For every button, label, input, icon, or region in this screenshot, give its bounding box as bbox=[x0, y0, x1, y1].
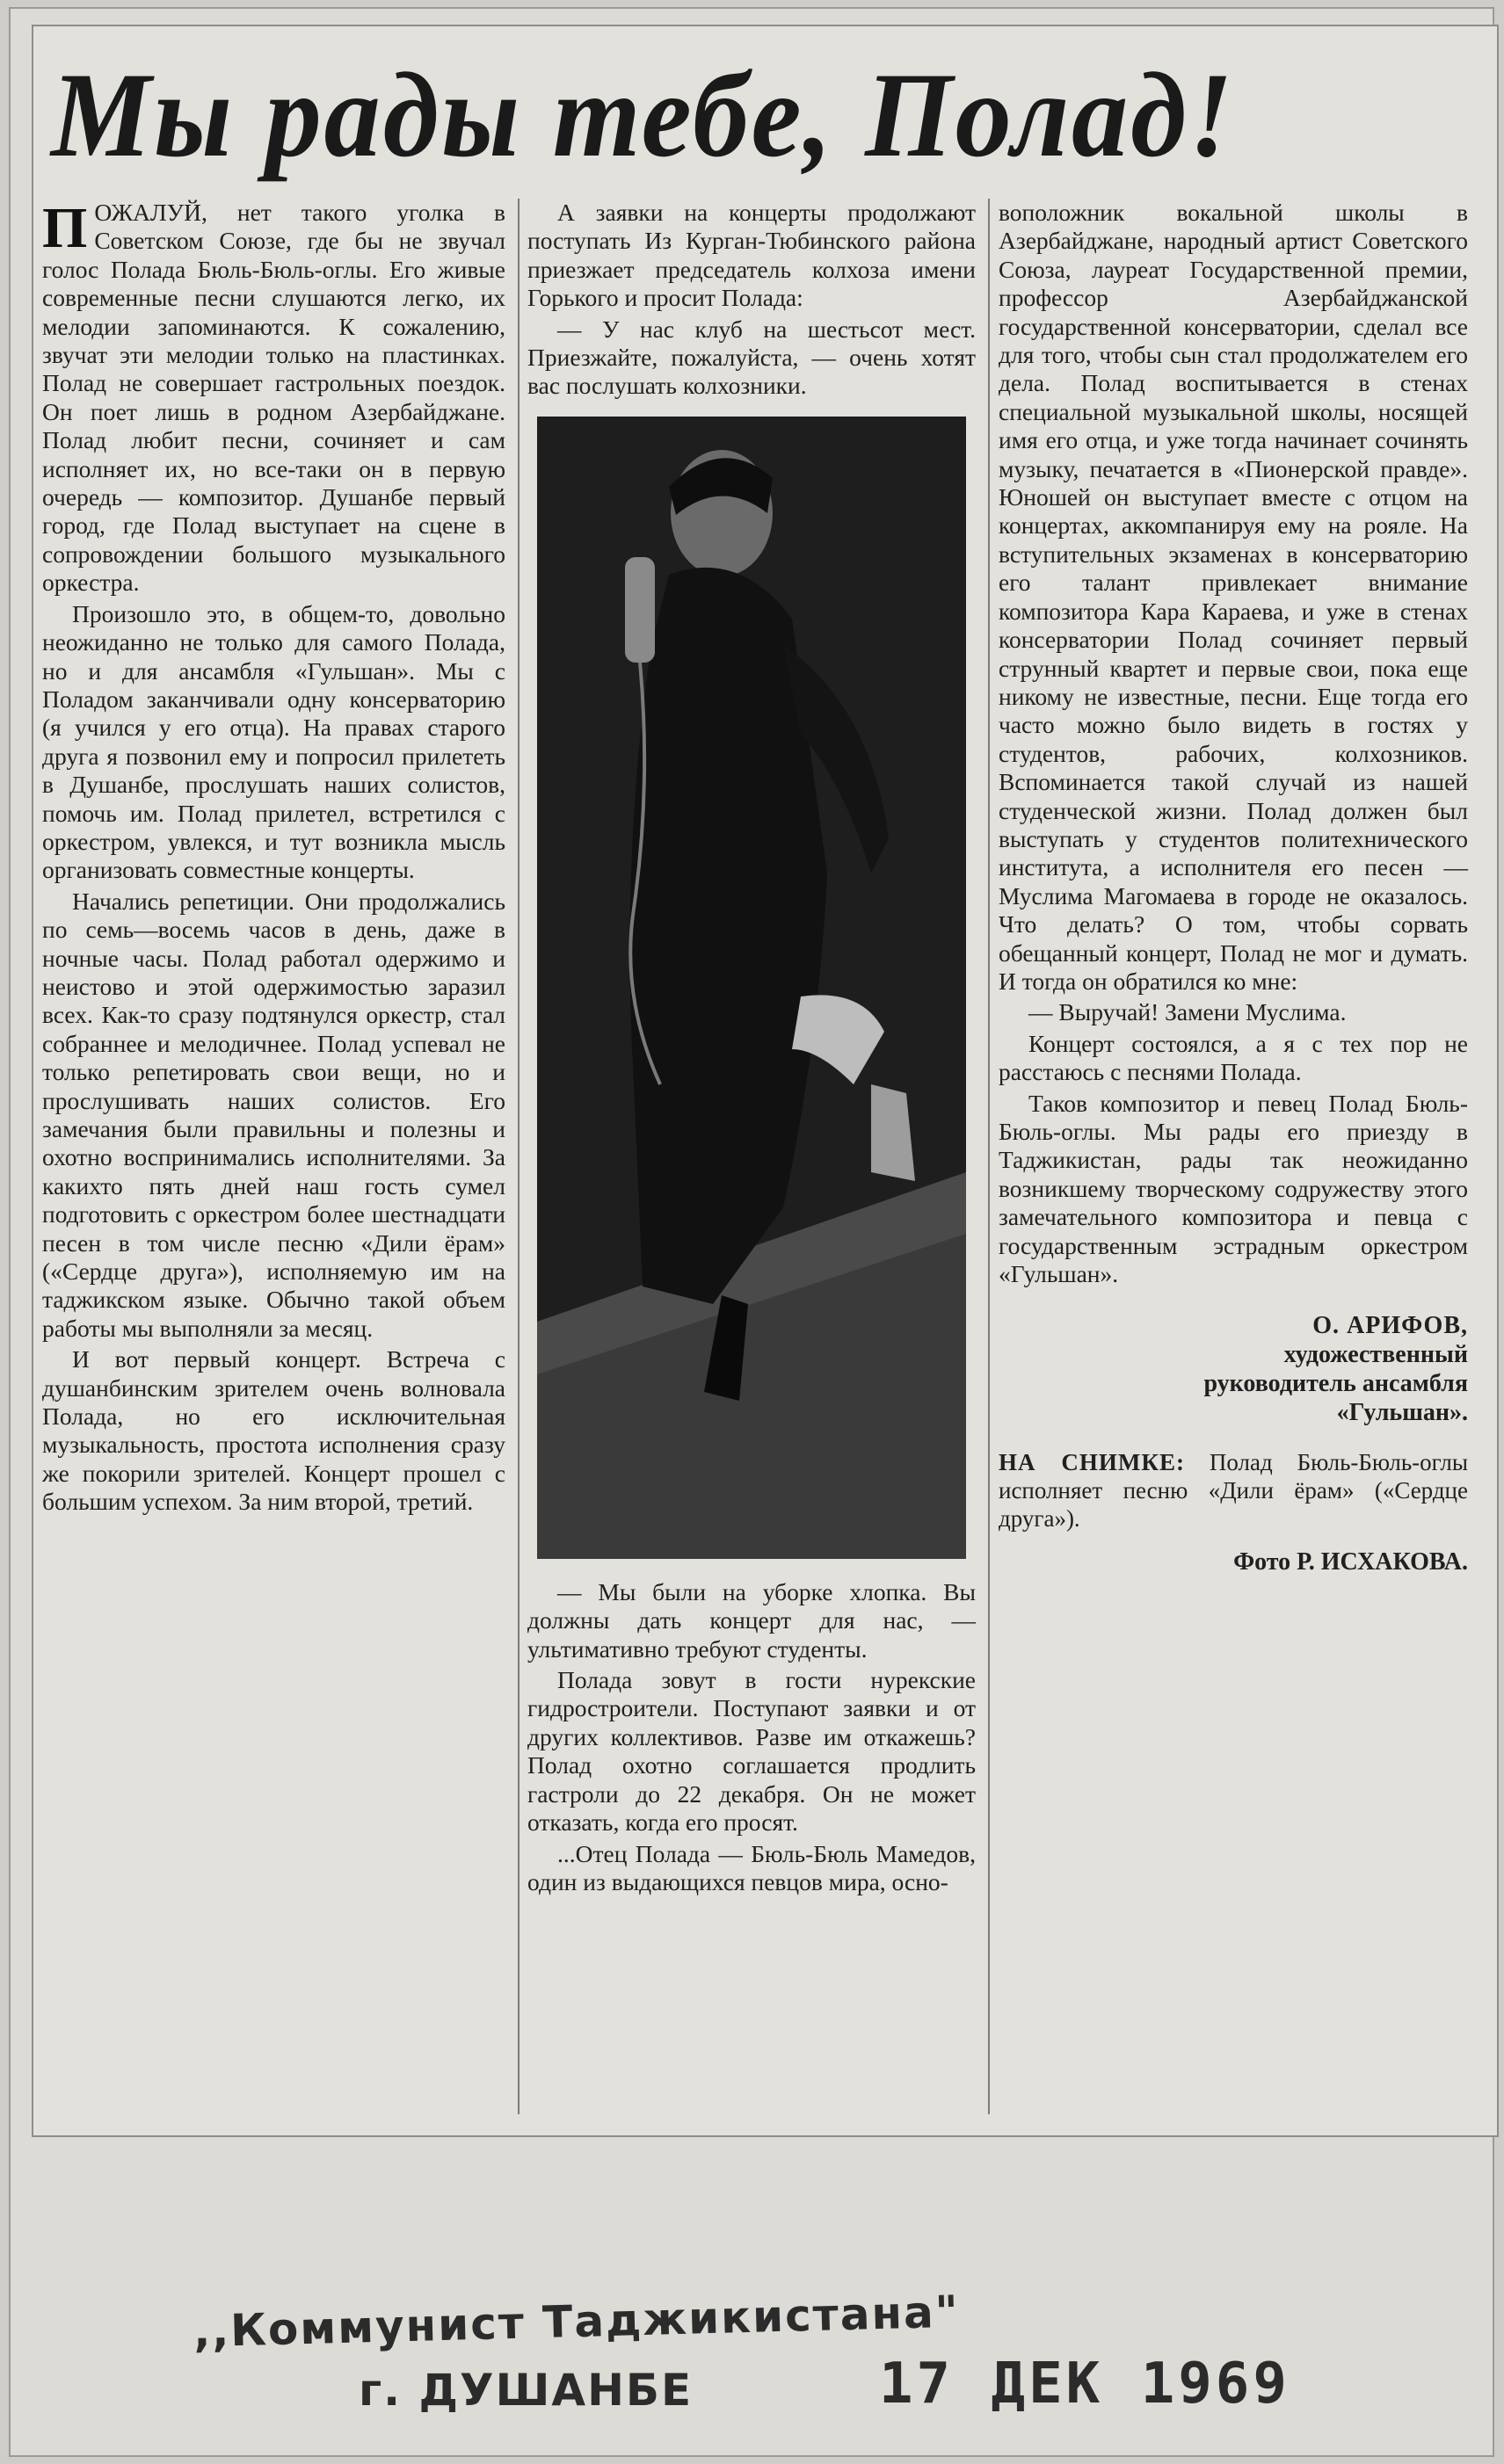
photo-credit: Фото Р. ИСХАКОВА. bbox=[1233, 1548, 1468, 1576]
author-title-3: «Гульшан». bbox=[1336, 1399, 1468, 1427]
paragraph-12: Концерт состоялся, а я с тех пор не расстаюсь с песнями Полада. bbox=[999, 1029, 1468, 1086]
photo-caption bbox=[999, 1448, 1468, 1533]
paragraph-7: — Мы были на уборке хлопка. Вы должны дать концерт для нас, — ультимативно требуют студенты. bbox=[527, 1577, 976, 1663]
paragraph-4: И вот первый концерт. Встреча с душанбинским зрителем очень волновала Полада, но его исключительная музыкальность, простота исполнения сразу же покорили зрителей. Концерт прошел с большим успехом. За ним второй, третий. bbox=[42, 1345, 505, 1516]
newspaper-stamp: ,,Коммунист Таджикистана" bbox=[193, 2286, 961, 2358]
caption-lead: НА СНИМКЕ: bbox=[999, 1449, 1185, 1476]
article-column-1 bbox=[42, 196, 519, 2114]
paragraph-13: Таков композитор и певец Полад Бюль-Бюль-оглы. Мы рады его приезду в Таджикистан, рады так неожиданно возникшему творческому содружеству этого замечательного композитора и певца с государственным эстрадным оркестром «Гульшан». bbox=[999, 1089, 1468, 1288]
caption-text: Полад Бюль-Бюль-оглы исполняет песню «Дили ёрам» («Сердце друга»). bbox=[999, 1449, 1468, 1533]
paragraph-1 bbox=[42, 196, 505, 598]
author-signature bbox=[999, 1311, 1468, 1427]
photo-illustration bbox=[537, 417, 966, 1559]
paragraph-10: воположник вокальной школы в Азербайджане, народный артист Советского Союза, лауреат Государственной премии, профессор Азербайджанской государственной консерватории, сделал все для того, чтобы сын стал продолжателем его дела. Полад воспитывается в стенах специальной музыкальной школы, носящей имя его отца, и уже тогда начинает сочинять музыку, печатается в «Пионерской правде». Юношей он выступает вместе с отцом на концертах, аккомпанируя ему на рояле. На вступительных экзаменах в консерваторию его талант привлекает внимание композитора Кара Караева, и уже в стенах консерватории Полад сочиняет первый струнный квартет и первые свои, пока еще никому не известные, песни. Еще тогда его часто можно было видеть в гостях у студентов, рабочих, колхозников. Вспоминается такой случай из нашей студенческой жизни. Полад должен был выступать у студентов политехнического института, а исполнителя его песен — Муслима Магомаева в городе не оказалось. Что делать? О том, чтобы сорвать обещанный концерт, Полад не мог и думать. И тогда он обратился ко мне: bbox=[999, 199, 1468, 995]
paragraph-6: — У нас клуб на шестьсот мест. Приезжайте, пожалуйста, — очень хотят вас послушать колхозники. bbox=[527, 315, 976, 400]
newspaper-clipping bbox=[32, 25, 1499, 2137]
singer-photo bbox=[537, 417, 966, 1559]
city-stamp: г. ДУШАНБЕ bbox=[359, 2365, 694, 2416]
paragraph-11: — Выручай! Замени Муслима. bbox=[1028, 998, 1347, 1026]
article-column-2 bbox=[527, 199, 990, 2114]
date-stamp: 17 ДЕК 1969 bbox=[879, 2352, 1290, 2417]
scanned-sheet bbox=[9, 7, 1494, 2457]
author-title-2: руководитель ансамбля bbox=[1203, 1370, 1468, 1398]
paragraph-5: А заявки на концерты продолжают поступать Из Курган-Тюбинского района приезжает председатель колхоза имени Горького и просит Полада: bbox=[527, 199, 976, 312]
paragraph-2: Произошло это, в общем-то, довольно неожиданно не только для самого Полада, но и для ансамбля «Гульшан». Мы с Поладом заканчивали одну консерваторию (я учился у его отца). На правах старого друга я позвонил ему и попросил прилететь в Душанбе, прослушать наших солистов, помочь им. Полад прилетел, встретился с оркестром, увлекся, и тут возникла мысль организовать совместные концерты. bbox=[42, 599, 505, 884]
lead-text: ОЖАЛУЙ, нет такого уголка в Советском Союзе, где бы не звучал голос Полада Бюль-Бюль-оглы. Его живые современные песни слушаются легко, их мелодии запоминаются. К сожалению, звучат эти мелодии только на пластинках. Полад не совершает гастрольных поездок. Он поет лишь в родном Азербайджане. Полад любит песни, сочиняет и сам исполняет их, но все-таки он в первую очередь — композитор. Душанбе первый город, где Полад выступает на сцене в сопровождении большого музыкального оркестра. bbox=[42, 199, 505, 597]
paragraph-3: Начались репетиции. Они продолжались по семь—восемь часов в день, даже в ночные часы. Полад работал одержимо и неистово и этой одержимостью заразил всех. Как-то сразу подтянулся оркестр, стал собраннее и мелодичнее. Полад успевал не только репетировать свои вещи, но и прослушивать наших солистов. Его замечания были правильны и полезны и охотно воспринимались исполнителями. За какихто пять дней наш гость сумел подготовить с оркестром более шестнадцати песен в том числе песню «Дили ёрам» («Сердце друга»), исполняемую им на таджикском языке. Обычно такой объем работы мы выполняли за месяц. bbox=[42, 887, 505, 1342]
author-name: О. АРИФОВ, bbox=[1312, 1312, 1468, 1340]
paragraph-8: Полада зовут в гости нурекские гидростроители. Поступают заявки и от других коллективов. Разве им откажешь? Полад охотно соглашается продлить гастроли до 22 декабря. Он не может отказать, когда его просят. bbox=[527, 1666, 976, 1837]
author-title-1: художественный bbox=[1283, 1341, 1468, 1369]
drop-cap: П bbox=[42, 196, 88, 260]
article-column-3 bbox=[999, 199, 1468, 1577]
headline: Мы рады тебе, Полад! bbox=[51, 47, 1236, 182]
paragraph-9: ...Отец Полада — Бюль-Бюль Мамедов, один из выдающихся певцов мира, осно- bbox=[527, 1839, 976, 1895]
